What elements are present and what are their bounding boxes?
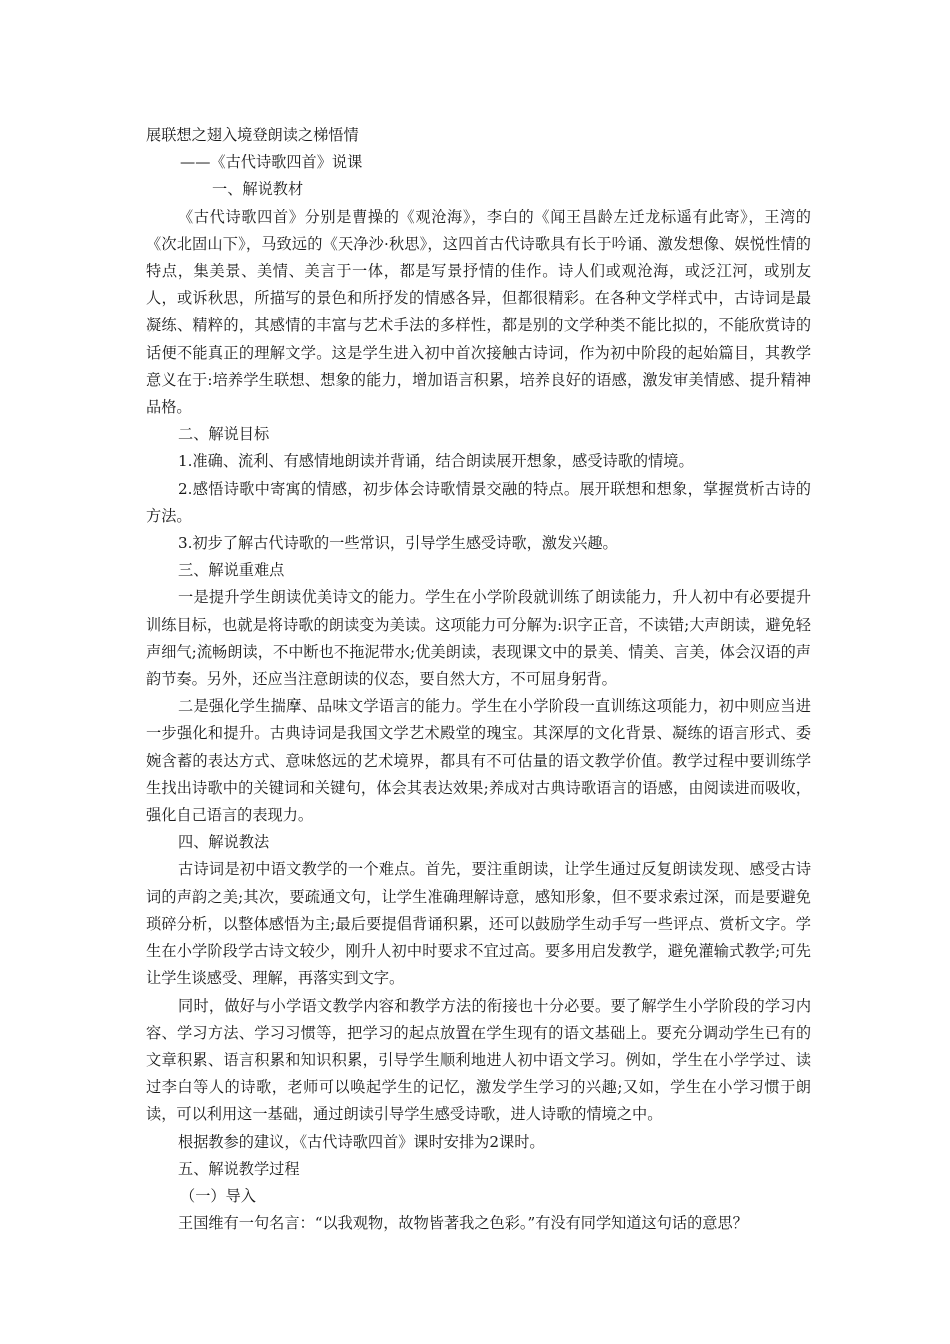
section-heading-methods: 四、解说教法 [178, 833, 270, 852]
objective-item-1: 1.准确、流利、有感情地朗读并背诵，结合朗读展开想象，感受诗歌的情境。 [178, 452, 694, 471]
paragraph: 同时，做好与小学语文教学内容和教学方法的衔接也十分必要。要了解学生小学阶段的学习内容、学习方法、学习习惯等，把学习的起点放置在学生现有的语文基础上。要充分调动学生已有的文章积累、语言积累和知识积累，引导学生顺利地进人初中语文学习。例如，学生在小学学过、读过李白等人的诗歌，老师可以唤起学生的记忆，激发学生学习的兴趣;又如，学生在小学习惯于朗读，可以利用这一基础，通过朗读引导学生感受诗歌，进人诗歌的情境之中。 [146, 996, 811, 1124]
paragraph: 二是强化学生揣摩、品味文学语言的能力。学生在小学阶段一直训练这项能力，初中则应当进一步强化和提升。古典诗词是我国文学艺术殿堂的瑰宝。其深厚的文化背景、凝练的语言形式、委婉含蓄的表达方式、意味悠远的艺术境界，都具有不可估量的语文教学价值。教学过程中要训练学生找出诗歌中的关键词和关键句，体会其表达效果;养成对古典诗歌语言的语感，由阅读进而吸收，强化自己语言的表现力。 [146, 697, 811, 825]
section-heading-process: 五、解说教学过程 [178, 1159, 300, 1178]
paragraph: 一是提升学生朗读优美诗文的能力。学生在小学阶段就训练了朗读能力，升人初中有必要提升训练目标，也就是将诗歌的朗读变为美读。这项能力可分解为:识字正音，不读错;大声朗读，避免轻声细气;流畅朗读，不中断也不拖泥带水;优美朗读，表现课文中的景美、情美、言美，体会汉语的声韵节奏。另外，还应当注意朗读的仪态，要自然大方，不可屈身躬背。 [146, 588, 811, 689]
objective-item-3: 3.初步了解古代诗歌的一些常识，引导学生感受诗歌，激发兴趣。 [178, 534, 618, 553]
subsection-heading-intro: （一）导入 [180, 1186, 256, 1205]
section-heading-key-points: 三、解说重难点 [178, 561, 285, 580]
objective-item-2: 2.感悟诗歌中寄寓的情感，初步体会诗歌情景交融的特点。展开联想和想象，掌握赏析古诗的方法。 [146, 479, 811, 525]
paragraph: 《古代诗歌四首》分别是曹操的《观沧海》，李白的《闻王昌龄左迁龙标遥有此寄》，王湾的《次北固山下》，马致远的《天净沙·秋思》，这四首古代诗歌具有长于吟诵、激发想像、娱悦性情的特点，集美景、美情、美言于一体，都是写景抒情的佳作。诗人们或观沧海，或泛江河，或别友人，或诉秋思，所描写的景色和所抒发的情感各异，但都很精彩。在各种文学样式中，古诗词是最凝练、精粹的，其感情的丰富与艺术手法的多样性，都是别的文学种类不能比拟的，不能欣赏诗的话便不能真正的理解文学。这是学生进入初中首次接触古诗词，作为初中阶段的起始篇目，其教学意义在于:培养学生联想、想象的能力，增加语言积累，培养良好的语感，激发审美情感、提升精神品格。 [146, 207, 811, 417]
paragraph: 王国维有一句名言：“以我观物，故物皆著我之色彩。”有没有同学知道这句话的意思？ [178, 1214, 748, 1233]
section-heading-objectives: 二、解说目标 [178, 425, 270, 444]
document-body [146, 122, 811, 1237]
document-subtitle: ——《古代诗歌四首》说课 [180, 153, 363, 172]
paragraph: 古诗词是初中语文教学的一个难点。首先，要注重朗读，让学生通过反复朗读发现、感受古诗词的声韵之美;其次，要疏通文句，让学生准确理解诗意，感知形象，但不要求索过深，而是要避免琐碎分析，以整体感悟为主;最后要提倡背诵积累，还可以鼓励学生动手写一些评点、赏析文字。学生在小学阶段学古诗文较少，刚升人初中时要求不宜过高。要多用启发教学，避免灌输式教学;可先让学生谈感受、理解，再落实到文字。 [146, 860, 811, 988]
document-title: 展联想之翅入境登朗读之梯悟情 [146, 126, 359, 144]
section-heading-textbook: 一、解说教材 [212, 180, 304, 199]
paragraph: 根据教参的建议，《古代诗歌四首》课时安排为2课时。 [178, 1132, 545, 1151]
